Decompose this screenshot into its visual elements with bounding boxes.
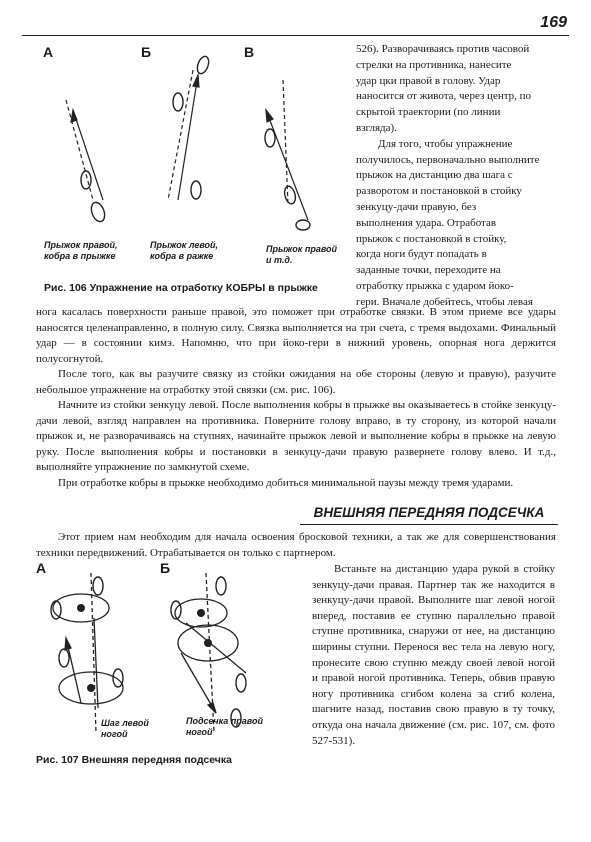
figure-106-caption-a: Прыжок правой, кобра в прыжке [44, 240, 118, 261]
right-column-text: 526). Разворачиваясь против часовой стрелки на противника, нанесите удар цки правой в голову. Удар наносится от живота, через центр, по скрытой траектории (по линии взгляда). Для того, чтобы упражнение получилось, первоначально выполните прыжок на дистанцию два шага с разворотом и постановкой в стойку зенкуцу-дачи правую, без выполнения удара. Отработав прыжок с постановкой в стойку, когда ноги будут попадать в заданные точки, переходите на отработку прыжка с ударом йоко- гери. Вначале добейтесь, чтобы левая [356, 43, 540, 308]
section-heading: ВНЕШНЯЯ ПЕРЕДНЯЯ ПОДСЕЧКА [300, 502, 558, 525]
figure-107-caption-b: Подсечка правой ногой [186, 716, 263, 737]
paragraph: Этот прием нам необходим для начала освоения бросковой техники, а так же для совершенствования техники передвижений. Отрабатывается он только с партнером. [36, 531, 556, 559]
paragraph: нога касалась поверхности раньше правой, это поможет при отработке связки. В этом приеме все удары наносятся целенаправленно, в полную силу. Связка выполняется на три счета, с тремя выдохами. Финальный удар — в состоянии кимэ. Напомню, что при йоко-гери в нижний уровень, опорная нога держится полусогнутой. [36, 306, 556, 365]
figure-107-label-a: А [36, 560, 47, 576]
figure-106-label-a: А [43, 44, 54, 60]
figure-106-caption-v: Прыжок правой и т.д. [266, 244, 338, 265]
paragraph: После того, как вы разучите связку из стойки ожидания на обе стороны (левую и правую), разучите небольшое упражнение на отработку этой связки (см. рис. 106). [36, 368, 556, 396]
figure-107-title: Рис. 107 Внешняя передняя подсечка [36, 754, 232, 766]
figure-107-caption-a: Шаг левой ногой [101, 718, 149, 739]
right-column-text-2 [312, 562, 555, 749]
figure-106-caption-b: Прыжок левой, кобра в ражке [150, 240, 219, 261]
header-rule [22, 35, 569, 36]
arrow-line [73, 110, 103, 200]
footprints [51, 577, 246, 727]
figure-106-label-v: В [244, 44, 255, 60]
figure-106-title: Рис. 106 Упражнение на отработку КОБРЫ в прыжке [44, 282, 318, 294]
figure-107-label-b: Б [160, 560, 171, 576]
figure-106-label-b: Б [141, 44, 152, 60]
page-number: 169 [540, 14, 567, 31]
paragraph: Начните из стойки зенкуцу левой. После выполнения кобры в прыжке вы оказываетесь в стойке зенкуцу-дачи левой, взгляд направлен на противника. Поверните голову вправо, в ту сторону, из которой начали прыжок и, не разворачиваясь на ступнях, начинайте прыжок левой и выполнение кобры в прыжке на левую руку. После выполнения кобры и постановки в зенкуцу-дачи правую развернете голову влево. И т.д., выполняйте упражнение по замкнутой схеме. [36, 399, 556, 473]
paragraph: При отработке кобры в прыжке необходимо добиться минимальной паузы между тремя ударами. [58, 476, 514, 489]
body-text [36, 305, 556, 491]
paragraph: Встаньте на дистанцию удара рукой в стойку зенкуцу-дачи правая. Партнер так же находится в зенкуцу-дачи правой. Выполните шаг левой ногой вперед, поставив ее ступню параллельно правой ступне противника, снаружи от нее, на дистанцию ширины ступни. Перенося вес тела на левую ногу, пронесите свою ступню между своей левой ногой и правой ногой противника. Теперь, обвив правую ногу противника сгибом колена за сгиб колена, шагните назад, поставив свою правую в ту точку, откуда она начала движение (см. рис. 107, см. фото 527-531). [312, 563, 555, 747]
figure-107 [36, 558, 296, 773]
figure-106 [38, 40, 343, 310]
intro-text [36, 530, 556, 561]
